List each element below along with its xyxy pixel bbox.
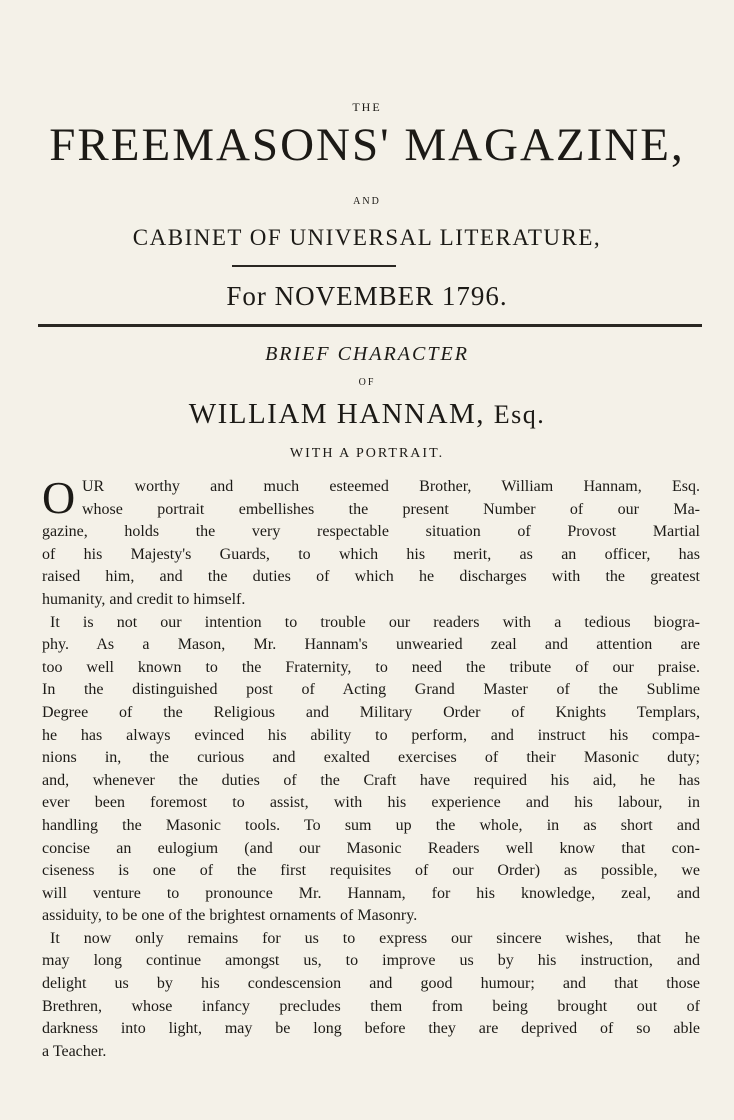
article-heading: BRIEF CHARACTER — [265, 343, 469, 365]
body-line: It is not our intention to trouble our readers with a tedious biogra- — [50, 613, 700, 631]
body-line: assiduity, to be one of the brightest ornaments of Masonry. — [42, 907, 418, 925]
body-line: Degree of the Religious and Military Order of Knights Templars, — [42, 703, 700, 721]
body-line: and, whenever the duties of the Craft have required his aid, he has — [42, 771, 700, 789]
body-line: ciseness is one of the first requisites of our Order) as possible, we — [42, 862, 700, 880]
article-of: OF — [358, 377, 376, 388]
subject-name-line — [0, 398, 734, 431]
body-line: It now only remains for us to express our sincere wishes, that he — [50, 929, 700, 947]
body-line: darkness into light, may be long before they are deprived of so able — [42, 1020, 700, 1038]
issue-date: NOVEMBER 1796. — [274, 281, 508, 311]
article-body — [42, 472, 700, 1063]
body-line: concise an eulogium (and our Masonic Readers well know that con- — [42, 839, 700, 857]
magazine-title: FREEMASONS' MAGAZINE, — [49, 119, 685, 171]
body-line: nions in, the curious and exalted exercises of their Masonic duty; — [42, 749, 700, 767]
body-line: delight us by his condescension and good humour; and that those — [42, 975, 700, 993]
body-line: of his Majesty's Guards, to which his merit, as an officer, has — [42, 545, 700, 563]
body-line: will venture to pronounce Mr. Hannam, for his knowledge, zeal, and — [42, 884, 700, 902]
short-rule — [232, 265, 396, 267]
body-line: ever been foremost to assist, with his experience and his labour, in — [42, 794, 700, 812]
body-line: too well known to the Fraternity, to need the tribute of our praise. — [42, 658, 700, 676]
body-line: UR worthy and much esteemed Brother, William Hannam, Esq. — [82, 478, 700, 495]
issue-for: For — [226, 281, 267, 311]
subject-name: WILLIAM HANNAM, — [188, 398, 486, 430]
body-line: phy. As a Mason, Mr. Hannam's unwearied zeal and attention are — [42, 636, 700, 654]
header-and: AND — [353, 196, 381, 207]
body-line: gazine, holds the very respectable situation of Provost Martial — [42, 523, 700, 541]
body-line: raised him, and the duties of which he discharges with the greatest — [42, 568, 700, 586]
body-line: humanity, and credit to himself. — [42, 590, 246, 608]
magazine-subtitle: CABINET OF UNIVERSAL LITERATURE, — [132, 225, 602, 250]
long-rule — [38, 324, 702, 327]
body-line: may long continue amongst us, to improve us by his instruction, and — [42, 952, 700, 970]
issue-line — [0, 281, 734, 312]
body-line: Brethren, whose infancy precludes them from being brought out of — [42, 997, 700, 1015]
body-line: a Teacher. — [42, 1042, 107, 1060]
body-line: handling the Masonic tools. To sum up the whole, in as short and — [42, 816, 700, 834]
body-line: In the distinguished post of Acting Grand Master of the Sublime — [42, 681, 700, 699]
drop-cap: O — [42, 472, 76, 523]
header-the: THE — [352, 100, 382, 114]
body-line: he has always evinced his ability to perform, and instruct his compa- — [42, 726, 700, 744]
body-line: whose portrait embellishes the present Number of our Ma- — [82, 500, 700, 518]
subject-suffix: Esq. — [493, 400, 546, 429]
portrait-note: WITH A PORTRAIT. — [289, 446, 445, 461]
